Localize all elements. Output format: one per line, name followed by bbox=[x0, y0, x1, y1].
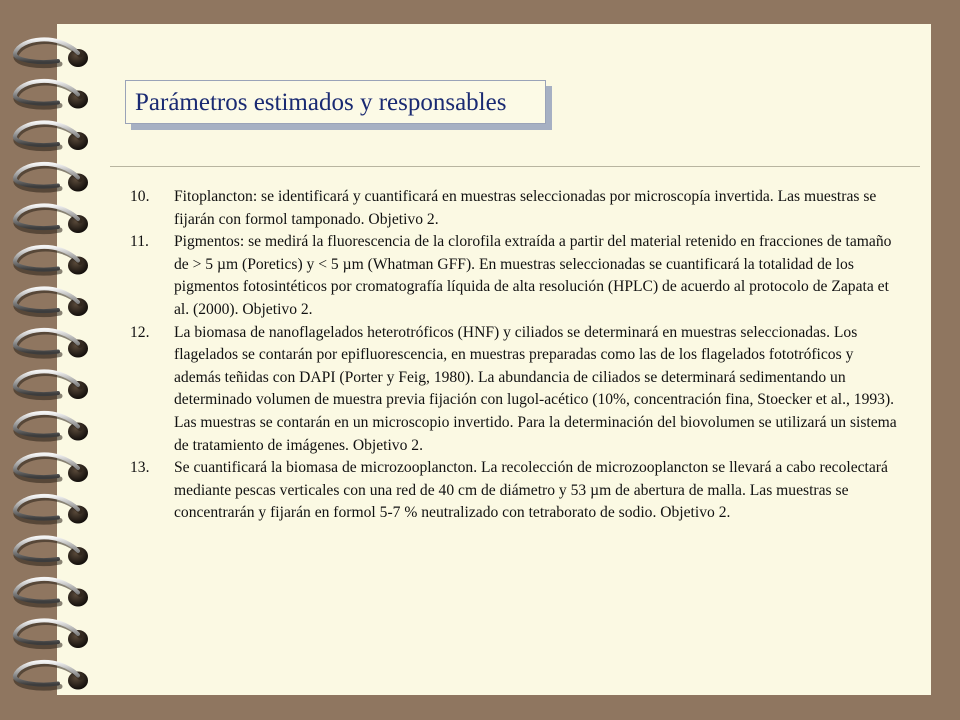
divider-line bbox=[110, 166, 920, 167]
list-item-number: 13. bbox=[130, 459, 150, 477]
slide-title: Parámetros estimados y responsables bbox=[135, 89, 507, 116]
binding-ring bbox=[15, 454, 88, 482]
binding-ring bbox=[15, 288, 88, 316]
binding-ring bbox=[15, 537, 88, 565]
list-item-text: Fitoplancton: se identificará y cuantificará en muestras seleccionadas por microscopía invertida. Las muestras se fijarán con formol tamponado. Objetivo 2. bbox=[174, 188, 877, 228]
list-item-number: 12. bbox=[130, 323, 150, 341]
list-item-text: La biomasa de nanoflagelados heterotróficos (HNF) y ciliados se determinará en muestras seleccionadas. Los flagelados se contarán por epifluorescencia, en muestras preparadas como las de los flagelados fototróficos y además teñidas con DAPI (Porter y Feig, 1980). La abundancia de ciliados se determinará sedimentando un determinado volumen de muestra previa fijación con lugol-acético (10%, concentración fina, Stoecker et al., 1993). Las muestras se contarán en un microscopio invertido. Para la determinación del biovolumen se utilizará un sistema de tratamiento de imágenes. Objetivo 2. bbox=[174, 323, 897, 454]
binding-ring bbox=[15, 620, 88, 648]
binding-ring bbox=[15, 81, 88, 109]
binding-ring bbox=[15, 662, 88, 690]
list-item bbox=[130, 457, 900, 525]
binding-ring bbox=[15, 122, 88, 150]
binding-ring bbox=[15, 39, 88, 67]
binding-ring bbox=[15, 413, 88, 441]
binding-ring bbox=[15, 164, 88, 192]
list-item-text: Se cuantificará la biomasa de microzooplancton. La recolección de microzooplancton se llevará a cabo recolectará mediante pescas verticales con una red de 40 cm de diámetro y 53 µm de abertura de malla. Las muestras se concentrarán y fijarán en formol 5-7 % neutralizado con tetraborato de sodio. Objetivo 2. bbox=[174, 459, 888, 522]
binding-ring bbox=[15, 330, 88, 358]
binding-ring bbox=[15, 496, 88, 524]
numbered-list bbox=[130, 186, 900, 525]
binding-ring bbox=[15, 371, 88, 399]
binding-ring bbox=[15, 579, 88, 607]
list-item-number: 11. bbox=[130, 233, 149, 251]
list-item-text: Pigmentos: se medirá la fluorescencia de la clorofila extraída a partir del material retenido en fracciones de tamaño de > 5 µm (Poretics) y < 5 µm (Whatman GFF). En muestras seleccionadas se cuantificará la totalidad de los pigmentos fotosintéticos por cromatografía líquida de alta resolución (HPLC) de acuerdo al protocolo de Zapata et al. (2000). Objetivo 2. bbox=[174, 233, 892, 318]
slide-title-box bbox=[125, 80, 546, 124]
list-item bbox=[130, 322, 900, 458]
list-item bbox=[130, 231, 900, 321]
binding-ring bbox=[15, 205, 88, 233]
binding-ring bbox=[15, 247, 88, 275]
spiral-binding bbox=[0, 0, 110, 720]
list-item bbox=[130, 186, 900, 231]
list-item-number: 10. bbox=[130, 188, 150, 205]
